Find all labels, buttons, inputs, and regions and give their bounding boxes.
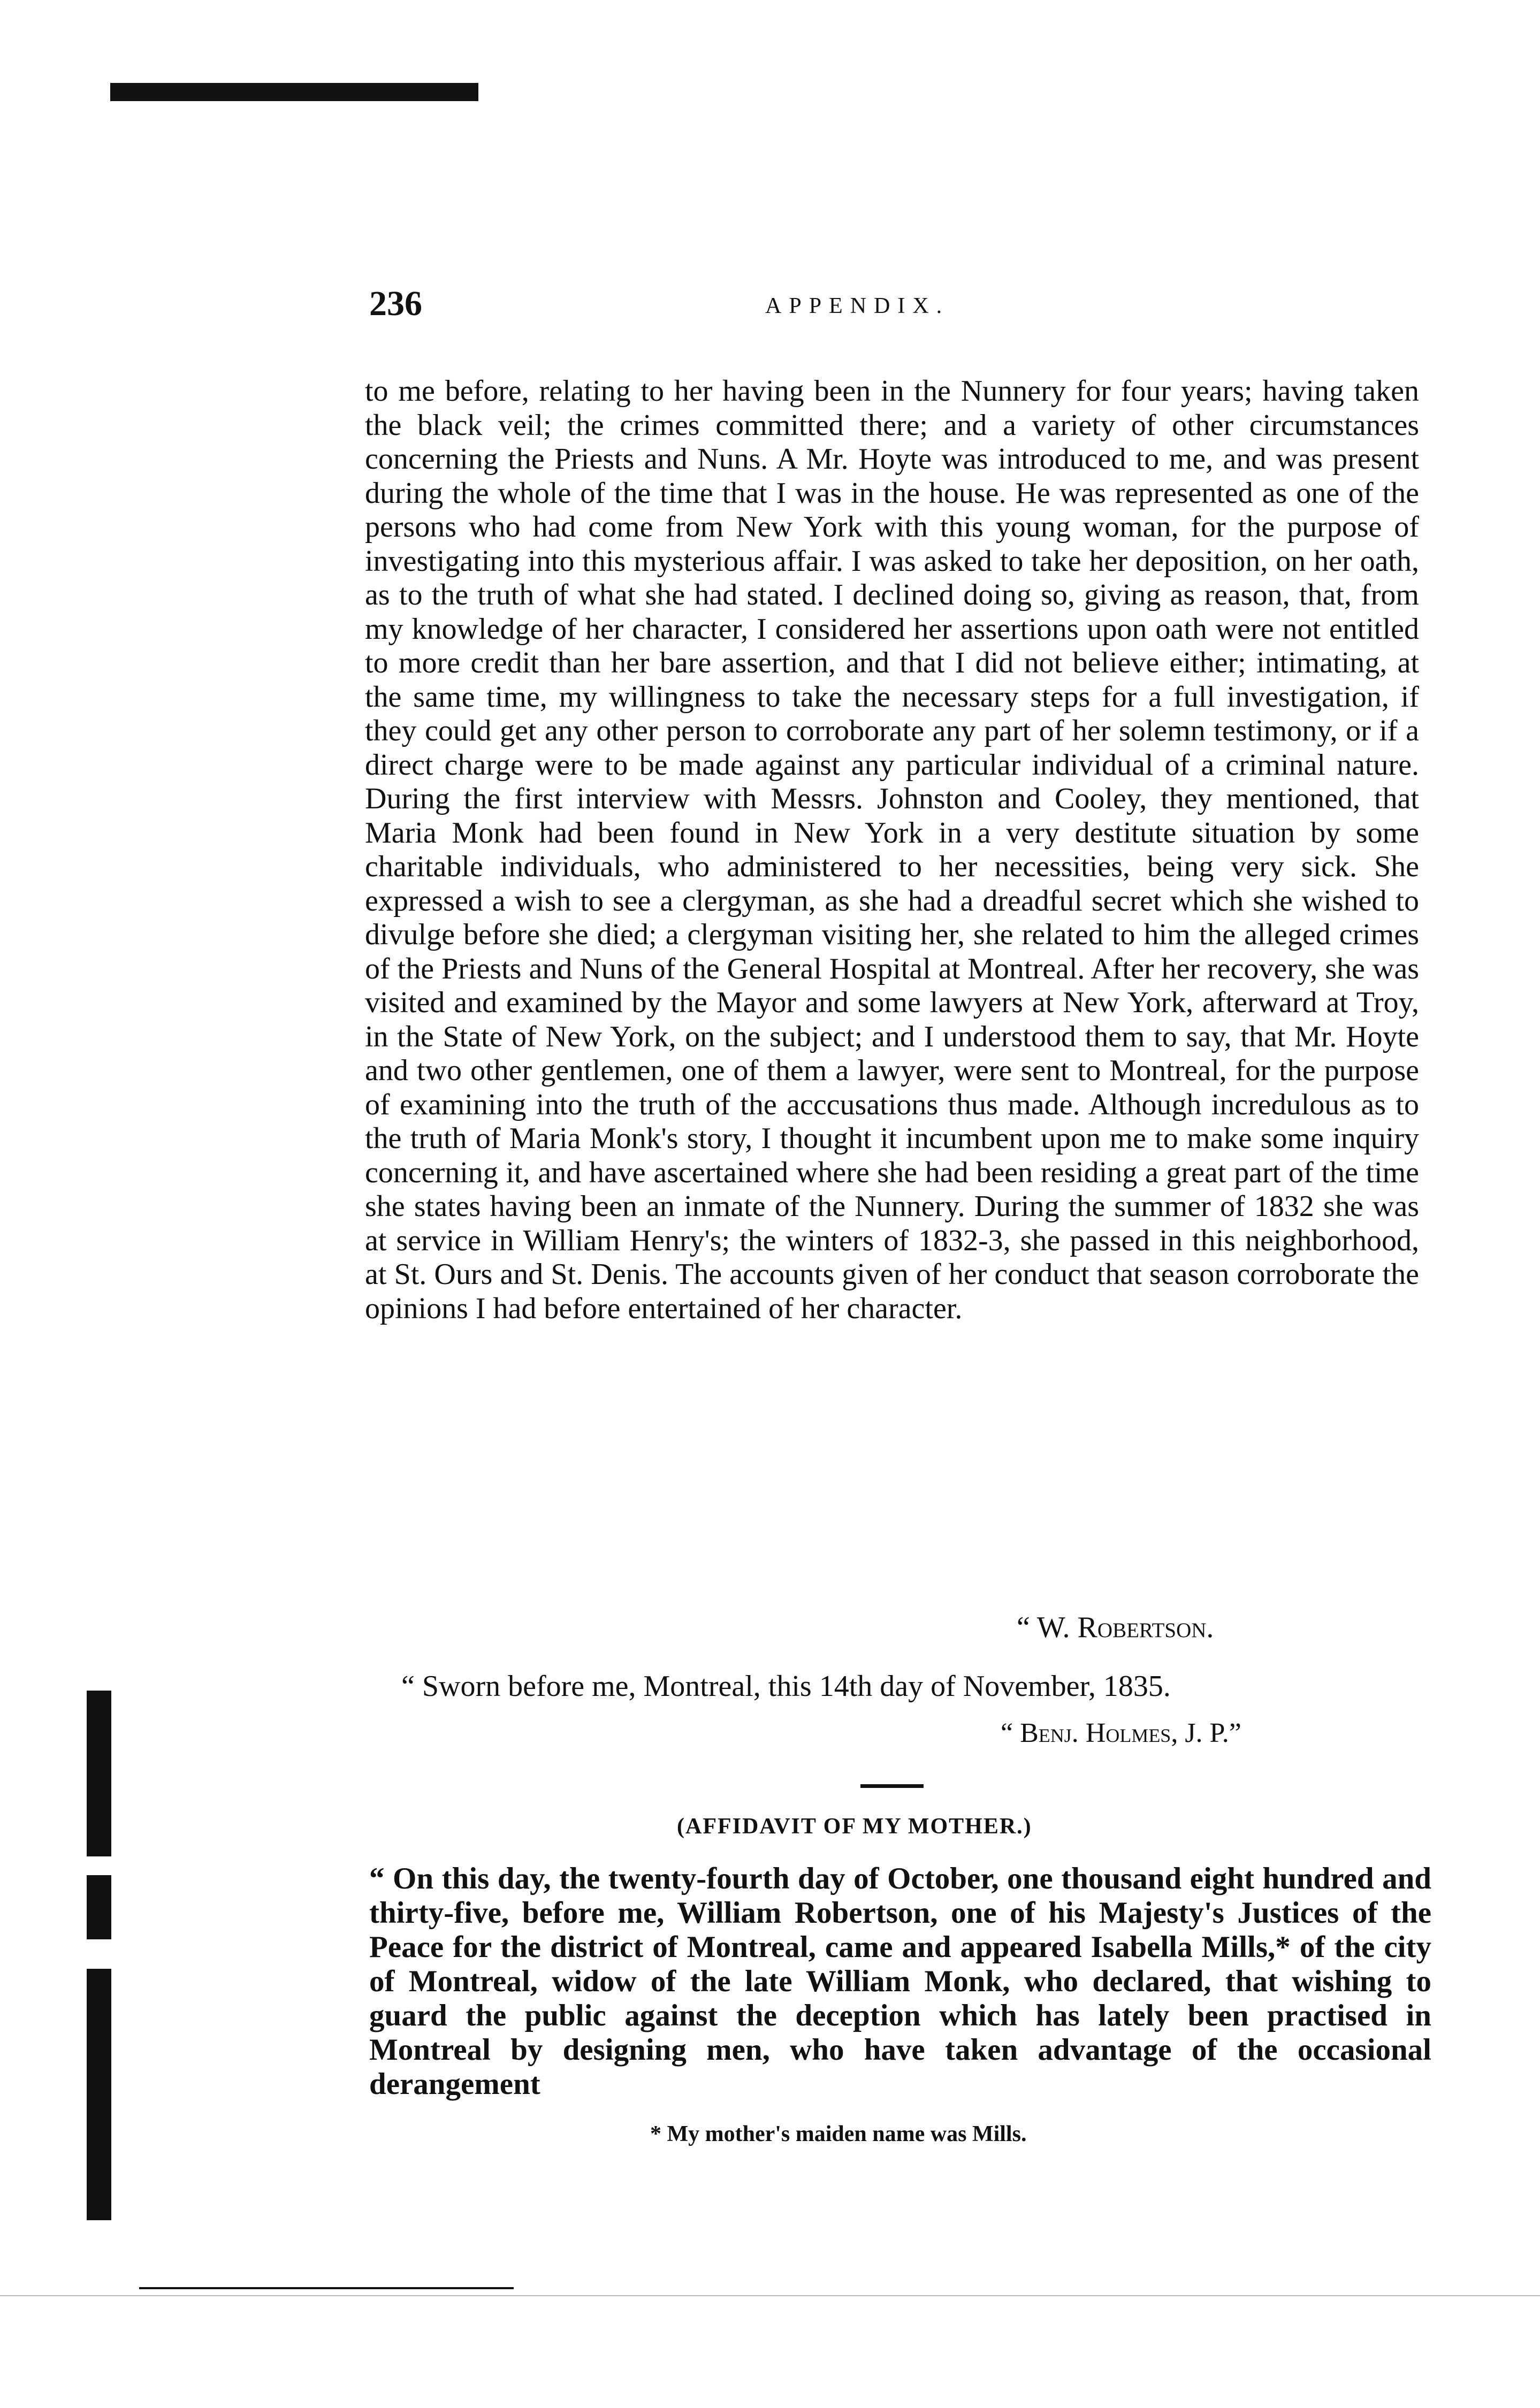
page-header [369, 284, 1429, 326]
affidavit-paragraph: “ On this day, the twenty-fourth day of October, one thousand eight hundred and thirty-five, before me, William Robertson, one of his Majesty's Justices of the Peace for the district of Montreal, came and appeared Isabella Mills,* of the city of Montreal, widow of the late William Monk, who declared, that wishing to guard the public against the deception which has lately been practised in Montreal by designing men, who have taken advantage of the occasional derangement [369, 1862, 1431, 2101]
footnote: * My mother's maiden name was Mills. [650, 2122, 1027, 2146]
scan-bottom-line [0, 2295, 1540, 2296]
body-paragraph: to me before, relating to her having been in the Nunnery for four years; having taken the black veil; the crimes committed there; and a variety of other circumstances concerning the Priests and Nuns. A Mr. Hoyte was introduced to me, and was present during the whole of the time that I was in the house. He was represented as one of the persons who had come from New York with this young woman, for the purpose of investigating into this mysterious affair. I was asked to take her deposition, on her oath, as to the truth of what she had stated. I declined doing so, giving as reason, that, from my knowledge of her character, I considered her assertions upon oath were not entitled to more credit than her bare assertion, and that I did not believe either; intimating, at the same time, my willingness to take the necessary steps for a full investigation, if they could get any other person to corroborate any part of her solemn testimony, or if a direct charge were to be made against any particular individual of a criminal nature. During the first interview with Messrs. Johnston and Cooley, they mentioned, that Maria Monk had been found in New York in a very destitute situation by some charitable individuals, who administered to her necessities, being very sick. She expressed a wish to see a clergyman, as she had a dreadful secret which she wished to divulge before she died; a clergyman visiting her, she related to him the alleged crimes of the Priests and Nuns of the General Hospital at Montreal. After her recovery, she was visited and examined by the Mayor and some lawyers at New York, afterward at Troy, in the State of New York, on the subject; and I understood them to say, that Mr. Hoyte and two other gentlemen, one of them a lawyer, were sent to Montreal, for the purpose of examining into the truth of the acccusations thus made. Although incredulous as to the truth of Maria Monk's story, I thought it incumbent upon me to make some inquiry concerning it, and have ascertained where she had been residing a great part of the time she states having been an inmate of the Nunnery. During the summer of 1832 she was at service in William Henry's; the winters of 1832-3, she passed in this neighborhood, at St. Ours and St. Denis. The accounts given of her conduct that season corroborate the opinions I had before entertained of her character. [365, 374, 1419, 1325]
section-heading: (AFFIDAVIT OF MY MOTHER.) [677, 1814, 1032, 1839]
section-divider [860, 1784, 924, 1788]
scan-top-bar [110, 83, 478, 101]
signature-holmes: “ Benj. Holmes, J. P.” [1001, 1718, 1241, 1748]
scan-margin-mark [87, 1875, 111, 1939]
scan-bottom-line [139, 2287, 514, 2289]
signature-robertson: “ W. Robertson. [1017, 1611, 1214, 1644]
page-number: 236 [369, 284, 422, 323]
scan-margin-mark [87, 1691, 111, 1856]
running-head: APPENDIX. [765, 294, 950, 318]
sworn-statement: “ Sworn before me, Montreal, this 14th day of November, 1835. [401, 1670, 1171, 1703]
scan-margin-mark [87, 1969, 111, 2220]
